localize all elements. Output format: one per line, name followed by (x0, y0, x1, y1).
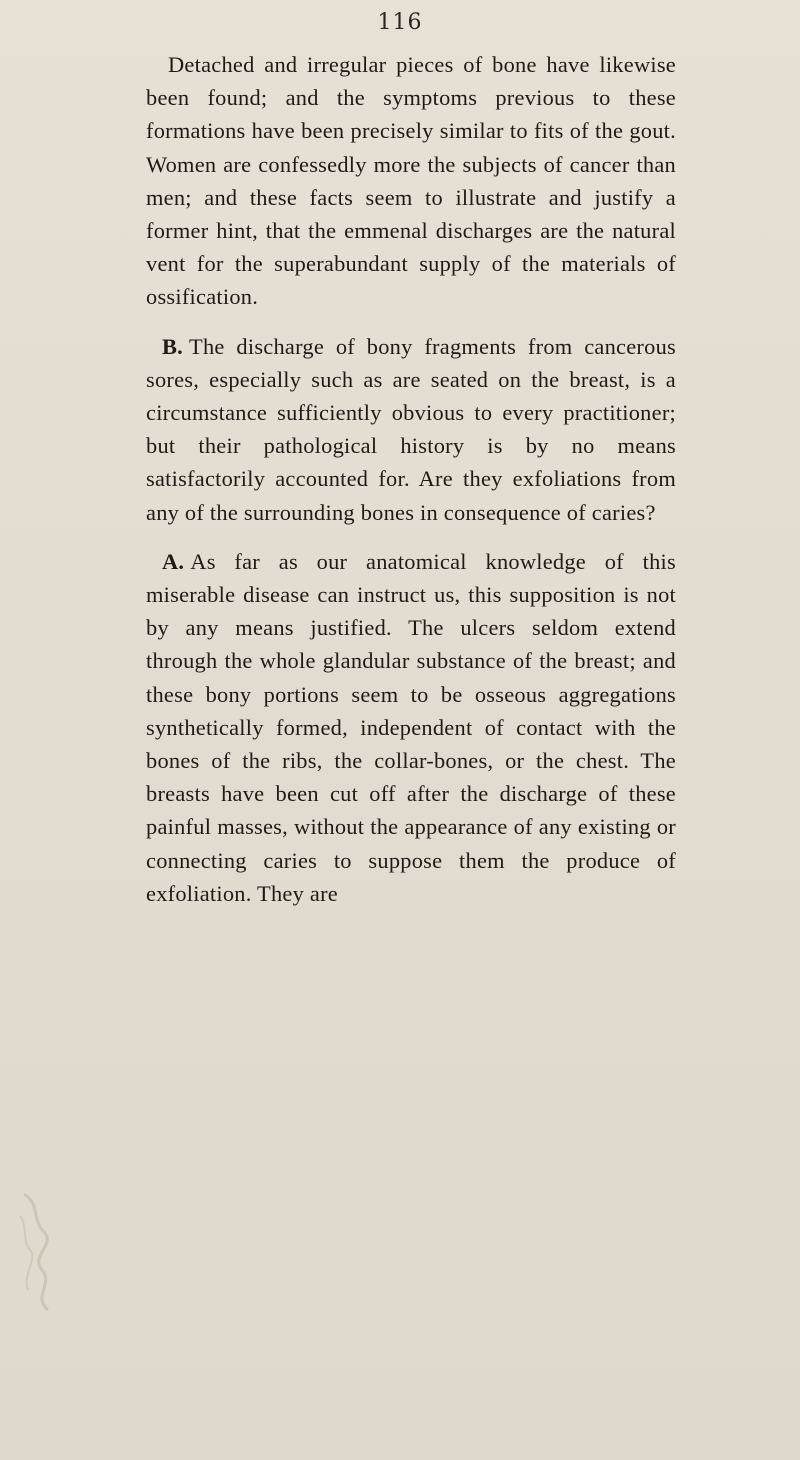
page-number: 116 (377, 10, 423, 35)
margin-stain (14, 1186, 60, 1316)
paragraph-1-text: Detached and irregular pieces of bone have likewise been found; and the symptoms previous to these formations have been precisely similar to fits of the gout. Women are confessedly more the subjects of cancer than men; and these facts seem to illustrate and justify a former hint, that the emmenal discharges are the natural vent for the superabundant supply of the materials of ossification. (146, 52, 676, 310)
paragraph-2-text: The discharge of bony fragments from cancerous sores, especially such as are seated on the breast, is a circumstance sufficiently obvious to every practitioner; but their pathological history is by no means satisfactorily accounted for. Are they exfoliations from any of the surrounding bones in consequence of caries? (146, 333, 676, 525)
paragraph-3-label: A. (162, 548, 185, 574)
paragraph-3 (146, 545, 676, 910)
paragraph-2 (146, 330, 676, 529)
paragraph-2-label: B. (162, 333, 184, 359)
paragraph-1 (146, 48, 676, 314)
paragraph-3-text: As far as our anatomical knowledge of this miserable disease can instruct us, this supposition is not by any means justified. The ulcers seldom extend through the whole glandular substance of the breast; and these bony portions seem to be osseous aggregations synthetically formed, independent of contact with the bones of the ribs, the collar-bones, or the chest. The breasts have been cut off after the discharge of these painful masses, without the appearance of any existing or connecting caries to suppose them the produce of exfoliation. They are (146, 548, 676, 906)
text-column (146, 48, 676, 910)
